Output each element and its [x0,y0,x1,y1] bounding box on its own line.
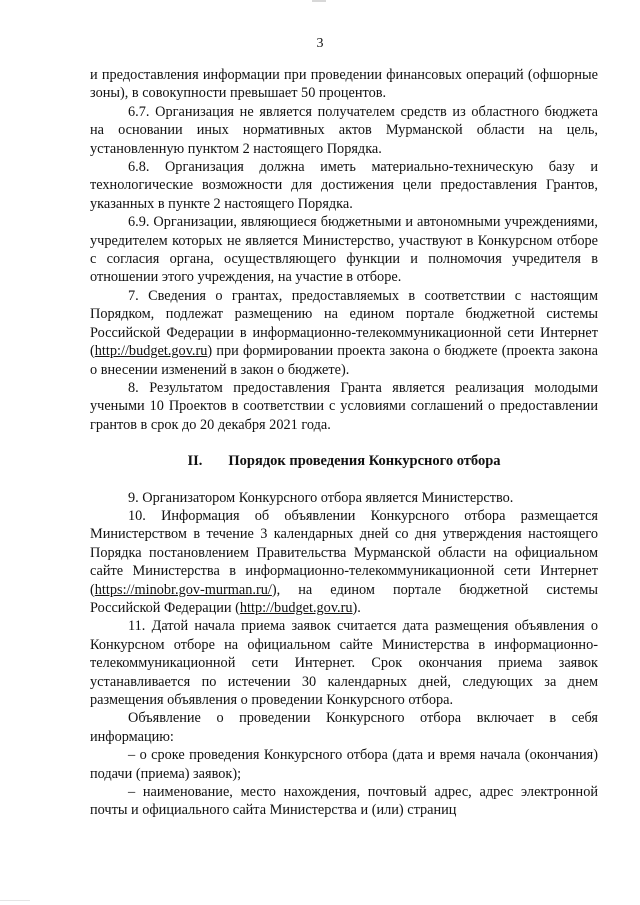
scan-artifact-bottom [0,900,30,901]
paragraph-7-text: 7. Сведения о грантах, предоставляемых в соответствии с настоящим Порядком, подлежат размещению на едином портале бюджетной системы Российской Федерации в информационно-телекоммуникационной сети Интернет ( [90,287,598,360]
list-item-name: – наименование, место нахождения, почтовый адрес, адрес электронной почты и официального сайта Министерства и (или) страниц [90,784,598,819]
paragraph-7 [90,287,598,379]
ministry-site-link[interactable]: https://minobr.gov-murman.ru/ [94,581,272,598]
section-number: II. [187,453,203,470]
paragraph-10-text-end: ). [352,599,361,616]
paragraph-6-8: 6.8. Организация должна иметь материально-техническую базу и технологические возможности для достижения цели предоставления Грантов, указанных в пункте 2 настоящего Порядка. [90,159,598,212]
paragraph-announcement: Объявление о проведении Конкурсного отбора включает в себя информацию: [90,710,598,745]
section-title: Порядок проведения Конкурсного отбора [228,453,501,470]
budget-portal-link-2[interactable]: http://budget.gov.ru [239,599,353,616]
paragraph-continuation: и предоставления информации при проведении финансовых операций (офшорные зоны), в совокупности превышает 50 процентов. [90,67,598,102]
paragraph-7-text-end: ) при формировании проекта закона о бюджете (проекта закона о внесении изменений в закон о бюджете). [90,343,598,378]
paragraph-10-text: 10. Информация об объявлении Конкурсного отбора размещается Министерством в течение 3 календарных дней со дня утверждения настоящего Порядка постановлением Правительства Мурманской области на официальном сайте Министерства в информационно-телекоммуникационной сети Интернет ( [90,507,598,598]
paragraph-11: 11. Датой начала приема заявок считается дата размещения объявления о Конкурсном отборе на официальном сайте Министерства в информационно-телекоммуникационной сети Интернет. Срок окончания приема заявок устанавливается по истечении 30 календарных дней, следующих за днем размещения объявления о проведении Конкурсного отбора. [90,618,598,708]
scan-artifact [312,0,326,2]
budget-portal-link[interactable]: http://budget.gov.ru [94,343,208,360]
paragraph-8: 8. Результатом предоставления Гранта является реализация молодыми учеными 10 Проектов в соответствии с условиями соглашений о предоставлении грантов в срок до 20 декабря 2021 года. [90,379,598,433]
paragraph-6-7: 6.7. Организация не является получателем средств из областного бюджета на основании иных нормативных актов Мурманской области на цель, установленную пунктом 2 настоящего Порядка. [90,103,598,157]
section-heading [90,452,598,470]
list-item-term: – о сроке проведения Конкурсного отбора (дата и время начала (окончания) подачи (приема) заявок); [90,747,598,782]
paragraph-9: 9. Организатором Конкурсного отбора является Министерство. [128,489,514,506]
document-body [90,66,598,820]
paragraph-10-text-middle: ), на едином портале бюджетной системы Российской Федерации ( [90,581,598,616]
paragraph-6-9: 6.9. Организации, являющиеся бюджетными и автономными учреждениями, учредителем которых не является Министерство, участвуют в Конкурсном отборе с согласия органа, осуществляющего функции и полномочия учредителя в отношении этого учреждения, на участие в отборе. [90,214,598,286]
paragraph-10 [90,507,598,617]
page-number: 3 [316,36,324,51]
